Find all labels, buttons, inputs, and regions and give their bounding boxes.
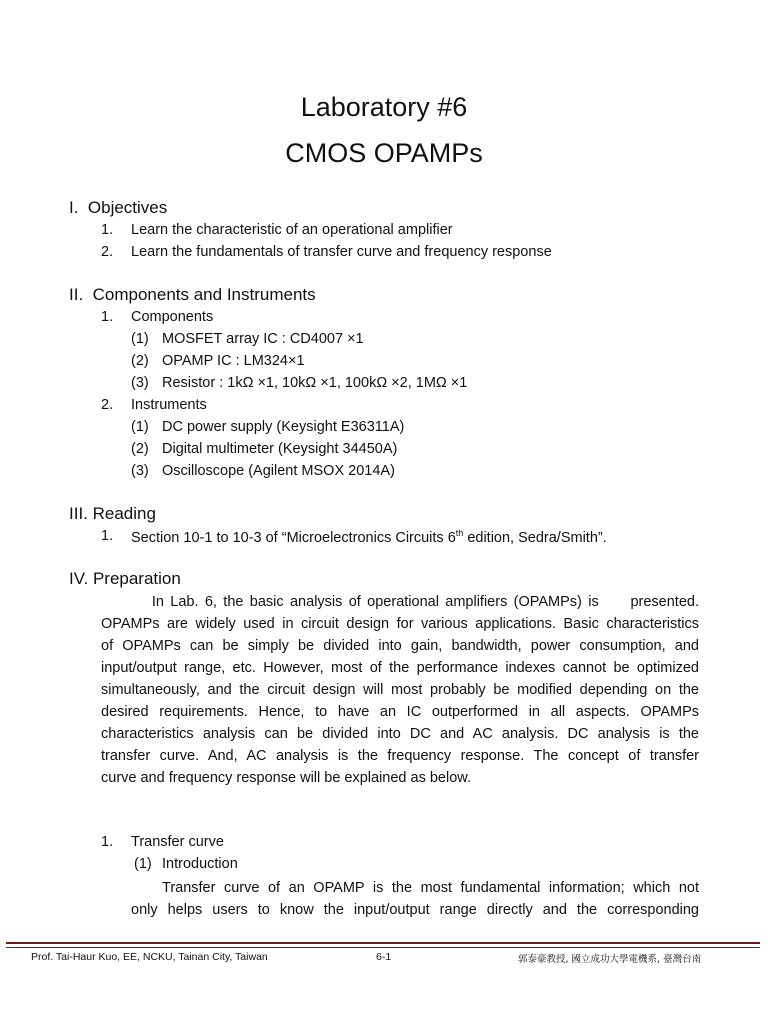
sublist-item: Oscilloscope (Agilent MSOX 2014A): [162, 463, 395, 479]
paragraph-line: only helps users to know the input/output range directly and the corresponding: [131, 902, 699, 918]
reading-text-end: edition, Sedra/Smith”.: [463, 529, 607, 546]
sublist-item: Resistor : 1kΩ ×1, 10kΩ ×1, 100kΩ ×2, 1MΩ ×1: [162, 375, 468, 391]
list-number: 1.: [101, 528, 114, 544]
list-item: Instruments: [131, 397, 207, 413]
list-number: 1.: [101, 834, 114, 850]
list-item: Learn the fundamentals of transfer curve and frequency response: [131, 244, 552, 260]
list-number: 2.: [101, 244, 114, 260]
subsection-heading: Transfer curve: [131, 834, 224, 850]
footer-affiliation: 郭泰豪教授, 國立成功大學電機系, 臺灣台南: [518, 954, 702, 965]
reading-reference: [131, 528, 607, 546]
sublist-number: (2): [131, 353, 149, 369]
sublist-number: (1): [134, 856, 152, 872]
sublist-number: (1): [131, 419, 149, 435]
section-heading-preparation: IV. Preparation: [69, 569, 181, 588]
sublist-number: (1): [131, 331, 149, 347]
document-subtitle: CMOS OPAMPs: [285, 138, 483, 168]
paragraph-line: In Lab. 6, the basic analysis of operational amplifiers (OPAMPs) is presented.: [101, 594, 699, 610]
paragraph-line: input/output range, etc. However, most of the performance indexes cannot be optimized: [101, 660, 699, 676]
list-number: 1.: [101, 309, 114, 325]
paragraph-line: OPAMPs are widely used in circuit design for various applications. Basic characteristics: [101, 616, 699, 632]
paragraph-line: of OPAMPs can be simply be divided into gain, bandwidth, power consumption, and: [101, 638, 699, 654]
page-number: 6-1: [376, 951, 392, 963]
sublist-number: (2): [131, 441, 149, 457]
paragraph-line: desired requirements. Hence, to have an IC outperformed in all aspects. OPAMPs: [101, 704, 699, 720]
section-heading-objectives: I. Objectives: [69, 198, 168, 217]
footer-rule-thick: [6, 942, 760, 944]
list-item: Learn the characteristic of an operational amplifier: [131, 222, 453, 238]
paragraph-line: transfer curve. And, AC analysis is the frequency response. The concept of transfer: [101, 748, 699, 764]
sublist-item: DC power supply (Keysight E36311A): [162, 419, 405, 435]
reading-text-start: Section 10-1 to 10-3 of “Microelectronics Circuits 6: [131, 529, 456, 546]
footer-author: Prof. Tai-Haur Kuo, EE, NCKU, Tainan City, Taiwan: [31, 951, 268, 963]
section-heading-reading: III. Reading: [69, 504, 156, 523]
document-title: Laboratory #6: [300, 92, 468, 122]
list-number: 1.: [101, 222, 114, 238]
sublist-number: (3): [131, 375, 149, 391]
paragraph-line: simultaneously, and the circuit design will most probably be modified depending on the: [101, 682, 699, 698]
sublist-item: MOSFET array IC : CD4007 ×1: [162, 331, 364, 347]
paragraph-line: Transfer curve of an OPAMP is the most fundamental information; which not: [162, 880, 699, 896]
list-number: 2.: [101, 397, 114, 413]
footer-rule-thin: [6, 947, 760, 948]
paragraph-line: curve and frequency response will be explained as below.: [101, 770, 471, 786]
subsection-subheading: Introduction: [162, 856, 238, 872]
paragraph-line: characteristics analysis can be divided into DC and AC analysis. DC analysis is the: [101, 726, 699, 742]
sublist-item: OPAMP IC : LM324×1: [162, 353, 305, 369]
sublist-item: Digital multimeter (Keysight 34450A): [162, 441, 398, 457]
list-item: Components: [131, 309, 214, 325]
section-heading-components: II. Components and Instruments: [69, 285, 316, 304]
superscript-ordinal: th: [455, 528, 464, 538]
sublist-number: (3): [131, 463, 149, 479]
